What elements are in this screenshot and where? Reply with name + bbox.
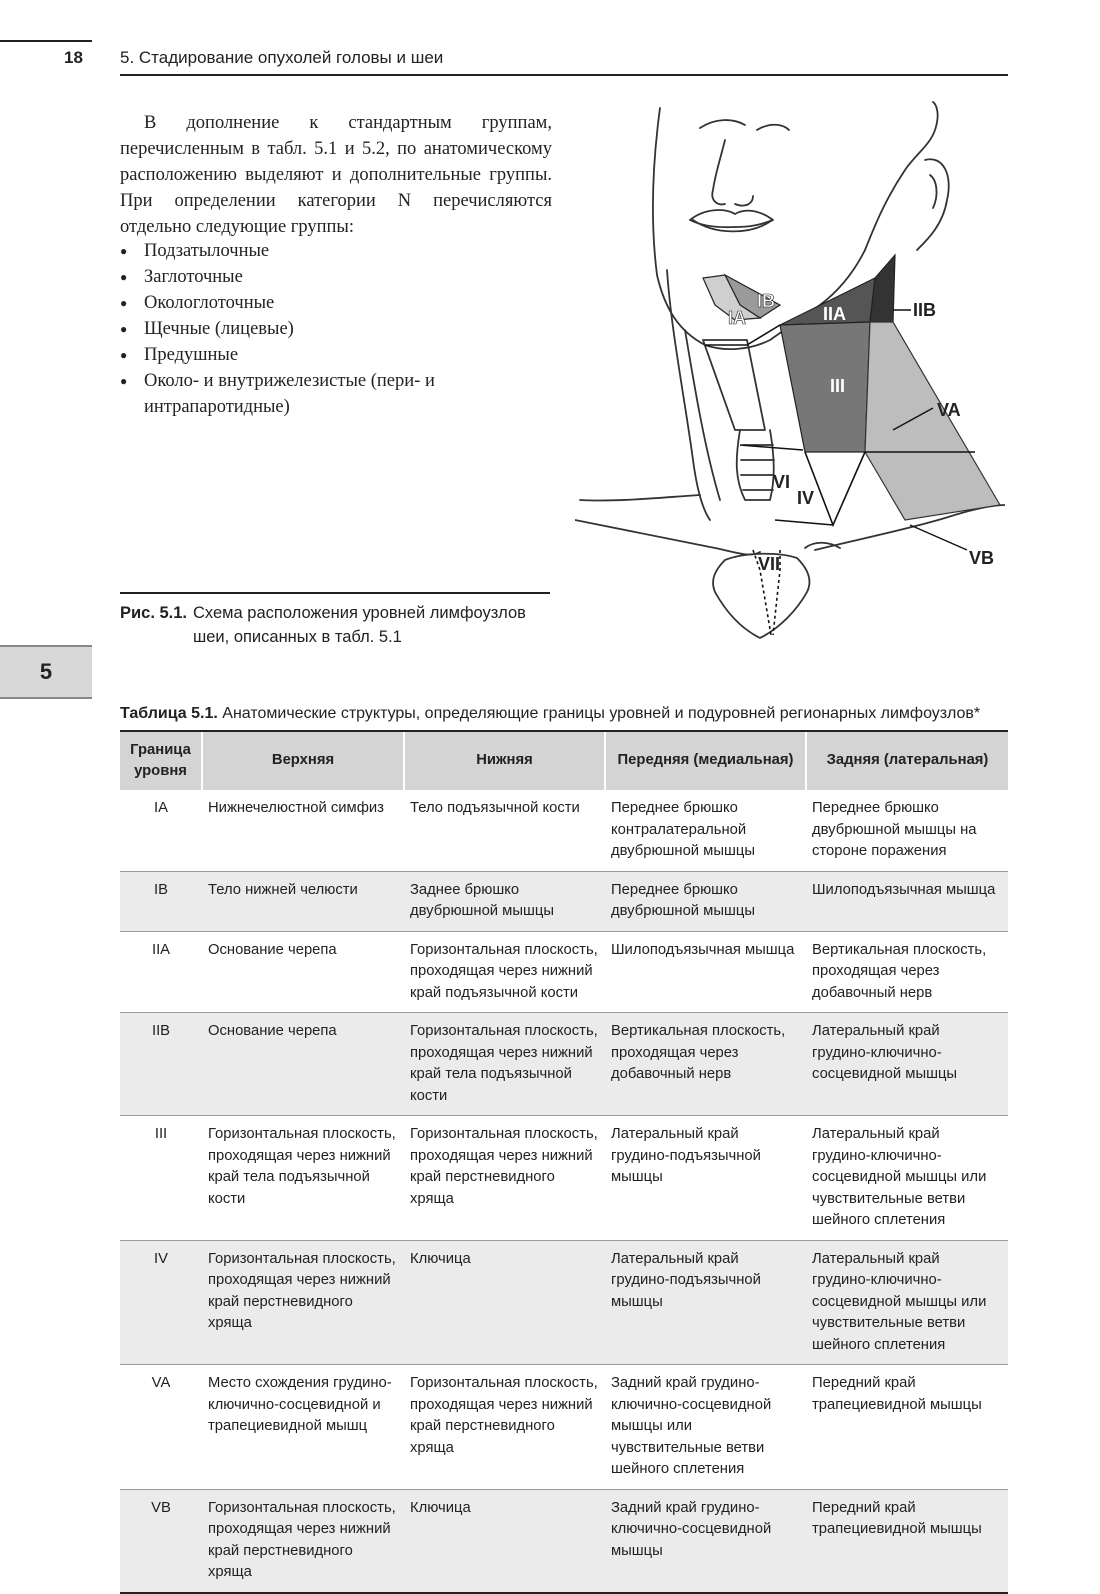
level-cell: IV [120, 1240, 202, 1365]
figure-caption [120, 601, 560, 649]
table-cell: Вертикальная плоскость, проходящая через добавочный нерв [605, 1013, 806, 1116]
table-cell: Передний край трапециевидной мышцы [806, 1489, 1008, 1592]
table-title [120, 705, 1020, 723]
pointer-VB [910, 525, 967, 550]
table-cell: Горизонтальная плоскость, проходящая через нижний край перстневидного хряща [404, 1365, 605, 1490]
shoulder-left [580, 495, 700, 501]
table-cell: Переднее брюшко контралатеральной двубрюшной мышцы [605, 790, 806, 871]
level-cell: IB [120, 871, 202, 931]
bullet-list [120, 238, 552, 420]
label-III: III [830, 376, 846, 396]
table-cell: Горизонтальная плоскость, проходящая через нижний край подъязычной кости [404, 931, 605, 1013]
column-header: Граница уровня [120, 732, 202, 790]
label-IIA: IIA [823, 304, 847, 324]
level-cell: VA [120, 1365, 202, 1490]
table-cell: Шилоподъязычная мышца [806, 871, 1008, 931]
table-header-row [120, 732, 1008, 790]
table-cell: Латеральный край грудино-подъязычной мышцы [605, 1116, 806, 1241]
label-IV: IV [797, 488, 815, 508]
table-row [120, 1013, 1008, 1116]
clavicle-notch [805, 543, 840, 548]
neck-left [667, 270, 710, 520]
table-cell: Горизонтальная плоскость, проходящая через нижний край перстневидного хряща [202, 1240, 404, 1365]
bullet-item: ● Подзатылочные [120, 238, 552, 264]
nose [712, 140, 725, 204]
region-III [780, 322, 870, 452]
table-cell: Латеральный край грудино-ключично-сосцевидной мышцы или чувствительные ветви шейного сплетения [806, 1116, 1008, 1241]
region-IIB [870, 255, 895, 322]
ear [917, 159, 949, 250]
bullet-item: ● Окологлоточные [120, 290, 552, 316]
column-header: Передняя (медиальная) [605, 732, 806, 790]
ear-inner [930, 175, 937, 208]
table-cell: Ключица [404, 1489, 605, 1592]
table-cell: Тело подъязычной кости [404, 790, 605, 871]
column-header: Верхняя [202, 732, 404, 790]
jaw-line [865, 102, 938, 250]
table-cell: Основание черепа [202, 931, 404, 1013]
intro-paragraph: В дополнение к стандартным группам, перечисленным в табл. 5.1 и 5.2, по анатомическому расположению выделяют и дополнительные группы. При определении категории N перечисляются отдельно следующие группы: [120, 113, 552, 237]
column-header: Задняя (латеральная) [806, 732, 1008, 790]
label-IA: IA [728, 308, 746, 328]
table-cell: Латеральный край грудино-ключично-сосцевидной мышцы или чувствительные ветви шейного сплетения [806, 1240, 1008, 1365]
bullet-item: ● Щечные (лицевые) [120, 316, 552, 342]
clavicle-left [575, 520, 760, 555]
label-IIB: IIB [913, 300, 937, 320]
bullet-item: ● Заглоточные [120, 264, 552, 290]
eyebrow-right [757, 125, 789, 130]
level-cell: IIB [120, 1013, 202, 1116]
table-title-label: Таблица 5.1. [120, 705, 218, 722]
level-cell: VB [120, 1489, 202, 1592]
label-VII: VII [758, 554, 781, 574]
label-IB: IB [757, 291, 775, 311]
table-title-text: Анатомические структуры, определяющие границы уровней и подуровней регионарных лимфоузлов* [222, 705, 981, 722]
table-cell: Латеральный край грудино-подъязычной мышцы [605, 1240, 806, 1365]
column-header: Нижняя [404, 732, 605, 790]
table-cell: Место схождения грудино-ключично-сосцевидной и трапециевидной мышц [202, 1365, 404, 1490]
region-V [865, 322, 1000, 520]
level-cell: IIA [120, 931, 202, 1013]
table-cell: Заднее брюшко двубрюшной мышцы [404, 871, 605, 931]
neck-left-muscle [685, 330, 720, 500]
table-cell: Горизонтальная плоскость, проходящая через нижний край перстневидного хряща [404, 1116, 605, 1241]
table-cell: Горизонтальная плоскость, проходящая через нижний край тела подъязычной кости [404, 1013, 605, 1116]
table-cell: Нижнечелюстной симфиз [202, 790, 404, 871]
eyebrow-left [700, 120, 745, 128]
level-cell: IA [120, 790, 202, 871]
level-VI-base [775, 520, 833, 525]
level-cell: III [120, 1116, 202, 1241]
table-row [120, 931, 1008, 1013]
header-rule-left [0, 40, 92, 42]
bullet-item: ● Около- и внутрижелезистые (пери- и интрапаротидные) [120, 368, 552, 420]
label-VI: VI [773, 472, 791, 492]
table-row [120, 1116, 1008, 1241]
table-cell: Основание черепа [202, 1013, 404, 1116]
trachea-rings [741, 445, 774, 490]
table-cell: Горизонтальная плоскость, проходящая через нижний край тела подъязычной кости [202, 1116, 404, 1241]
table-cell: Ключица [404, 1240, 605, 1365]
bullet-item: ● Предушные [120, 342, 552, 368]
label-VA: VA [937, 400, 961, 420]
lymph-levels-table [120, 732, 1008, 1592]
running-head: 5. Стадирование опухолей головы и шеи [120, 48, 444, 67]
caption-rule [120, 592, 550, 594]
table-row [120, 1240, 1008, 1365]
lower-lip [693, 220, 771, 231]
table-row [120, 1365, 1008, 1490]
page-number: 18 [64, 48, 83, 67]
label-VB: VB [969, 548, 995, 568]
caption-text: Схема расположения уровней лимфоузлов шеи, описанных в табл. 5.1 [193, 604, 526, 646]
table-cell: Переднее брюшко двубрюшной мышцы [605, 871, 806, 931]
table-row [120, 790, 1008, 871]
table-cell: Тело нижней челюсти [202, 871, 404, 931]
neck-lymph-levels-figure [575, 100, 1005, 645]
table-cell: Горизонтальная плоскость, проходящая через нижний край перстневидного хряща [202, 1489, 404, 1592]
table-cell: Передний край трапециевидной мышцы [806, 1365, 1008, 1490]
hyoid-line [705, 325, 780, 345]
caption-label: Рис. 5.1. [120, 604, 188, 622]
table-cell: Вертикальная плоскость, проходящая через добавочный нерв [806, 931, 1008, 1013]
table-cell: Задний край грудино-ключично-сосцевидной мышцы [605, 1489, 806, 1592]
chapter-tab: 5 [0, 645, 92, 699]
nostril [735, 196, 753, 206]
table-cell: Переднее брюшко двубрюшной мышцы на стороне поражения [806, 790, 1008, 871]
table-row [120, 871, 1008, 931]
table-cell: Шилоподъязычная мышца [605, 931, 806, 1013]
header-rule [120, 74, 1008, 76]
table-row [120, 1489, 1008, 1592]
table-container [120, 730, 1008, 1594]
table-cell: Латеральный край грудино-ключично-сосцевидной мышцы [806, 1013, 1008, 1116]
larynx [703, 340, 765, 430]
table-cell: Задний край грудино-ключично-сосцевидной мышцы или чувствительные ветви шейного сплетения [605, 1365, 806, 1490]
